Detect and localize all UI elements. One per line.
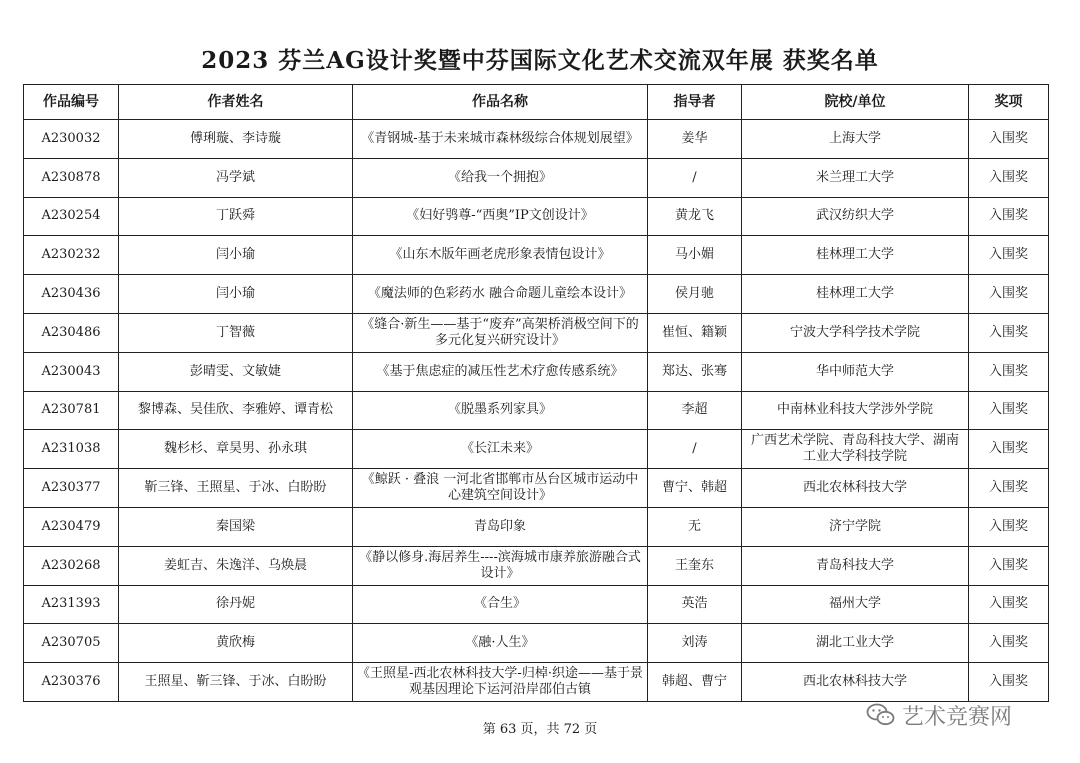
header-work: 作品名称 — [353, 85, 648, 120]
cell-advisor: 曹宁、韩超 — [648, 469, 742, 508]
cell-author: 王照星、靳三锋、于冰、白盼盼 — [119, 663, 353, 702]
cell-id: A231038 — [24, 430, 119, 469]
cell-award: 入围奖 — [969, 352, 1049, 391]
table-row — [24, 236, 1049, 275]
table-row — [24, 663, 1049, 702]
cell-advisor: / — [648, 430, 742, 469]
cell-award: 入围奖 — [969, 663, 1049, 702]
cell-id: A230376 — [24, 663, 119, 702]
cell-author: 丁跃舜 — [119, 197, 353, 236]
cell-author: 丁智薇 — [119, 313, 353, 352]
table-header-row — [24, 85, 1049, 120]
cell-author: 闫小瑜 — [119, 236, 353, 275]
cell-id: A230377 — [24, 469, 119, 508]
cell-advisor: 黄龙飞 — [648, 197, 742, 236]
cell-school: 桂林理工大学 — [742, 236, 969, 275]
cell-award: 入围奖 — [969, 197, 1049, 236]
cell-author: 黎博森、吴佳欣、李雅婷、谭青松 — [119, 391, 353, 430]
cell-work: 《王照星-西北农林科技大学-归棹·织途——基于景观基因理论下运河沿岸邵伯古镇 — [353, 663, 648, 702]
table-row — [24, 546, 1049, 585]
header-author: 作者姓名 — [119, 85, 353, 120]
cell-id: A230479 — [24, 507, 119, 546]
cell-school: 中南林业科技大学涉外学院 — [742, 391, 969, 430]
cell-id: A230436 — [24, 275, 119, 314]
cell-school: 桂林理工大学 — [742, 275, 969, 314]
watermark — [866, 700, 1012, 730]
table-row — [24, 430, 1049, 469]
cell-school: 西北农林科技大学 — [742, 469, 969, 508]
cell-work: 《给我一个拥抱》 — [353, 158, 648, 197]
table-row — [24, 313, 1049, 352]
table-row — [24, 352, 1049, 391]
cell-school: 湖北工业大学 — [742, 624, 969, 663]
cell-award: 入围奖 — [969, 585, 1049, 624]
cell-author: 靳三锋、王照星、于冰、白盼盼 — [119, 469, 353, 508]
cell-award: 入围奖 — [969, 158, 1049, 197]
cell-award: 入围奖 — [969, 546, 1049, 585]
header-id: 作品编号 — [24, 85, 119, 120]
cell-work: 《脱墨系列家具》 — [353, 391, 648, 430]
cell-author: 彭晴雯、文敏婕 — [119, 352, 353, 391]
header-advisor: 指导者 — [648, 85, 742, 120]
award-table — [23, 84, 1049, 702]
cell-advisor: 韩超、曹宁 — [648, 663, 742, 702]
cell-award: 入围奖 — [969, 391, 1049, 430]
cell-award: 入围奖 — [969, 236, 1049, 275]
cell-work: 《鲸跃 · 叠浪 一河北省邯郸市丛台区城市运动中心建筑空间设计》 — [353, 469, 648, 508]
cell-award: 入围奖 — [969, 507, 1049, 546]
cell-school: 青岛科技大学 — [742, 546, 969, 585]
cell-advisor: 崔恒、籍颖 — [648, 313, 742, 352]
table-row — [24, 120, 1049, 159]
page-number: 第 63 页，共 72 页 — [482, 722, 598, 737]
cell-work: 《魔法师的色彩药水 融合命题儿童绘本设计》 — [353, 275, 648, 314]
cell-advisor: 王奎东 — [648, 546, 742, 585]
cell-work: 《融·人生》 — [353, 624, 648, 663]
cell-school: 武汉纺织大学 — [742, 197, 969, 236]
cell-work: 《静以修身.海居养生----滨海城市康养旅游融合式设计》 — [353, 546, 648, 585]
cell-advisor: 英浩 — [648, 585, 742, 624]
cell-award: 入围奖 — [969, 624, 1049, 663]
cell-work: 《青钢城-基于未来城市森林级综合体规划展望》 — [353, 120, 648, 159]
cell-school: 西北农林科技大学 — [742, 663, 969, 702]
cell-author: 傅琍璇、李诗璇 — [119, 120, 353, 159]
cell-id: A230486 — [24, 313, 119, 352]
cell-award: 入围奖 — [969, 430, 1049, 469]
table-row — [24, 469, 1049, 508]
page-title: 2023 芬兰AG设计奖暨中芬国际文化艺术交流双年展 获奖名单 — [201, 47, 879, 74]
cell-advisor: 侯月驰 — [648, 275, 742, 314]
cell-work: 《山东木版年画老虎形象表情包设计》 — [353, 236, 648, 275]
cell-advisor: 李超 — [648, 391, 742, 430]
table-row — [24, 585, 1049, 624]
cell-school: 福州大学 — [742, 585, 969, 624]
cell-work: 《合生》 — [353, 585, 648, 624]
cell-work: 《长江未来》 — [353, 430, 648, 469]
table-row — [24, 275, 1049, 314]
table-row — [24, 158, 1049, 197]
cell-author: 黄欣梅 — [119, 624, 353, 663]
cell-id: A230254 — [24, 197, 119, 236]
cell-work: 《基于焦虑症的减压性艺术疗愈传感系统》 — [353, 352, 648, 391]
cell-award: 入围奖 — [969, 120, 1049, 159]
cell-work: 《缝合·新生——基于“废弃”高架桥消极空间下的多元化复兴研究设计》 — [353, 313, 648, 352]
table-row — [24, 197, 1049, 236]
cell-id: A230705 — [24, 624, 119, 663]
cell-school: 广西艺术学院、青岛科技大学、湖南工业大学科技学院 — [742, 430, 969, 469]
table-row — [24, 624, 1049, 663]
cell-work: 青岛印象 — [353, 507, 648, 546]
cell-work: 《妇好鸮尊-“西奥”IP文创设计》 — [353, 197, 648, 236]
cell-school: 宁波大学科学技术学院 — [742, 313, 969, 352]
cell-author: 徐丹妮 — [119, 585, 353, 624]
cell-advisor: 无 — [648, 507, 742, 546]
cell-school: 济宁学院 — [742, 507, 969, 546]
table-row — [24, 507, 1049, 546]
cell-id: A230268 — [24, 546, 119, 585]
cell-school: 上海大学 — [742, 120, 969, 159]
cell-advisor: 马小媚 — [648, 236, 742, 275]
table-row — [24, 391, 1049, 430]
cell-id: A230043 — [24, 352, 119, 391]
cell-advisor: 刘涛 — [648, 624, 742, 663]
watermark-text: 艺术竞赛网 — [902, 704, 1013, 730]
cell-advisor: 姜华 — [648, 120, 742, 159]
wechat-icon — [866, 702, 896, 728]
header-award: 奖项 — [969, 85, 1049, 120]
cell-id: A230781 — [24, 391, 119, 430]
cell-id: A230032 — [24, 120, 119, 159]
header-school: 院校/单位 — [742, 85, 969, 120]
cell-id: A231393 — [24, 585, 119, 624]
cell-author: 秦国梁 — [119, 507, 353, 546]
cell-school: 华中师范大学 — [742, 352, 969, 391]
cell-award: 入围奖 — [969, 469, 1049, 508]
cell-advisor: / — [648, 158, 742, 197]
cell-author: 闫小瑜 — [119, 275, 353, 314]
cell-award: 入围奖 — [969, 313, 1049, 352]
cell-author: 冯学斌 — [119, 158, 353, 197]
cell-school: 米兰理工大学 — [742, 158, 969, 197]
cell-award: 入围奖 — [969, 275, 1049, 314]
cell-author: 魏杉杉、章昊男、孙永琪 — [119, 430, 353, 469]
cell-author: 姜虹吉、朱逸洋、乌焕晨 — [119, 546, 353, 585]
cell-advisor: 郑达、张骞 — [648, 352, 742, 391]
cell-id: A230878 — [24, 158, 119, 197]
cell-id: A230232 — [24, 236, 119, 275]
